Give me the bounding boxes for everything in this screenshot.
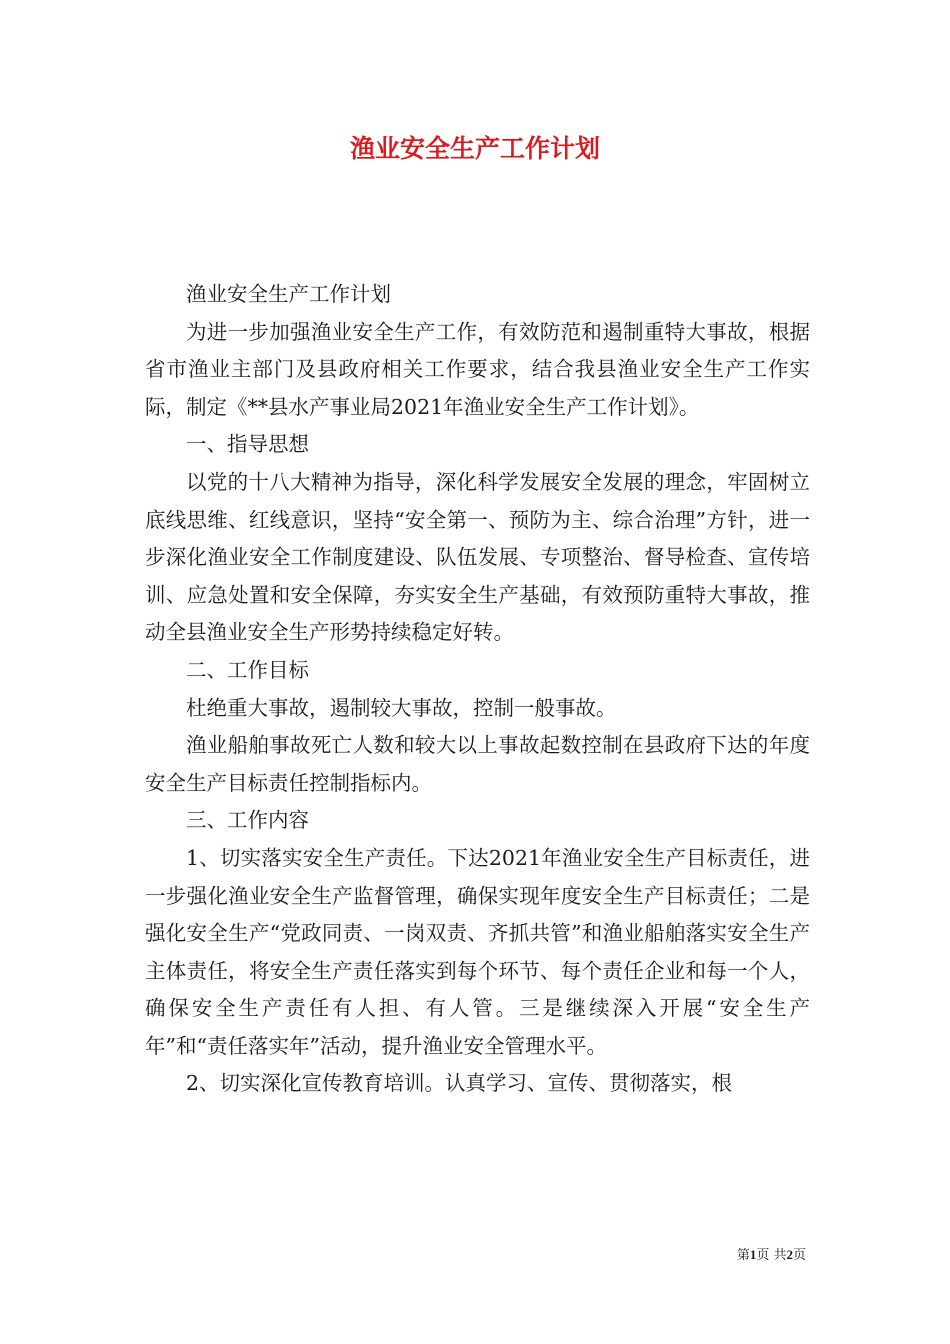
footer-total-pages: 2 xyxy=(786,1247,793,1262)
footer-current-page: 1 xyxy=(749,1247,757,1262)
document-title: 渔业安全生产工作计划 xyxy=(349,134,600,163)
paragraph-intro: 为进一步加强渔业安全生产工作，有效防范和遏制重特大事故，根据省市渔业主部门及县政府相关工作要求，结合我县渔业安全生产工作实际，制定《**县水产事业局2021年渔业安全生产工作计划》。 xyxy=(145,319,810,419)
document-body xyxy=(145,276,810,1103)
paragraph-heading-repeat: 渔业安全生产工作计划 xyxy=(186,282,391,306)
paragraph-goal-1: 杜绝重大事故，遏制较大事故，控制一般事故。 xyxy=(186,695,617,720)
footer-middle: 页 共 xyxy=(756,1248,787,1263)
page-footer xyxy=(737,1246,806,1265)
section-heading-guiding-thought: 一、指导思想 xyxy=(186,432,309,457)
paragraph-goal-2: 渔业船舶事故死亡人数和较大以上事故起数控制在县政府下达的年度安全生产目标责任控制指标内。 xyxy=(145,733,810,795)
section-heading-work-content: 三、工作内容 xyxy=(186,808,309,833)
footer-prefix: 第 xyxy=(736,1248,750,1263)
paragraph-content-1: 1、切实落实安全生产责任。下达2021年渔业安全生产目标责任，进一步强化渔业安全生产监督管理，确保实现年度安全生产目标责任；二是强化安全生产“党政同责、一岗双责、齐抓共管”和渔业船舶落实安全生产主体责任，将安全生产责任落实到每个环节、每个责任企业和每一个人，确保安全生产责任有人担、有人管。三是继续深入开展“安全生产年”和“责任落实年”活动，提升渔业安全管理水平。 xyxy=(145,845,810,1058)
paragraph-content-2: 2、切实深化宣传教育培训。认真学习、宣传、贯彻落实，根 xyxy=(186,1071,733,1096)
section-heading-work-goals: 二、工作目标 xyxy=(186,657,309,682)
footer-suffix: 页 xyxy=(792,1248,806,1263)
paragraph-guiding-thought: 以党的十八大精神为指导，深化科学发展安全发展的理念，牢固树立底线思维、红线意识，坚持“安全第一、预防为主、综合治理”方针，进一步深化渔业安全工作制度建设、队伍发展、专项整治、督导检查、宣传培训、应急处置和安全保障，夯实安全生产基础，有效预防重特大事故，推动全县渔业安全生产形势持续稳定好转。 xyxy=(145,469,810,645)
